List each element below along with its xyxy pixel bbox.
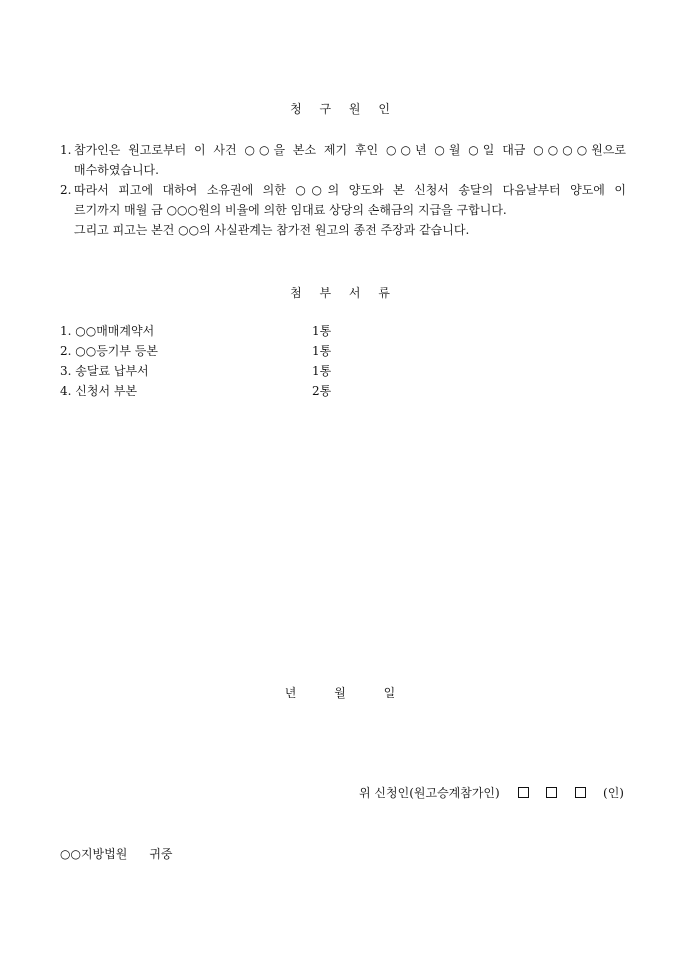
attachment-count: 1통 (312, 364, 332, 378)
attachment-label: 3. 송달료 납부서 (60, 364, 149, 378)
attachment-label: 2. ○○등기부 등본 (60, 344, 158, 358)
signer-prefix: 위 신청인(원고승계참가인) (359, 786, 500, 800)
court-name: ○○지방법원 (60, 847, 128, 861)
attachment-item (60, 382, 360, 402)
date-line: 년 월 일 (284, 686, 396, 700)
attachment-item (60, 342, 360, 362)
attachment-item (60, 322, 360, 342)
claim-paragraph-2 (60, 180, 626, 240)
court-addressee (60, 845, 173, 862)
seal-mark: (인) (603, 786, 624, 800)
name-blank-box (518, 787, 529, 798)
paragraph-line: 르기까지 매월 금 ○○○원의 비율에 의한 임대료 상당의 손해금의 지급을 구합니다. (74, 203, 507, 217)
attachment-count: 1통 (312, 344, 332, 358)
claim-paragraph-1 (60, 140, 626, 180)
signer-line (359, 784, 624, 801)
paragraph-line: 따라서 피고에 대하여 소유권에 의한 ○○의 양도와 본 신청서 송달의 다음날부터 양도에 이 (74, 183, 626, 197)
name-blank-box (575, 787, 586, 798)
paragraph-number: 2. (60, 183, 72, 197)
claims-section-title: 청 구 원 인 (290, 102, 390, 116)
attachment-count: 2통 (312, 384, 332, 398)
paragraph-line: 참가인은 원고로부터 이 사건 ○○을 본소 제기 후인 ○○년 ○월 ○일 대금 ○○○○원으로 (74, 143, 626, 157)
name-blank-box (546, 787, 557, 798)
attachment-label: 4. 신청서 부본 (60, 384, 138, 398)
paragraph-line: 그리고 피고는 본건 ○○의 사실관계는 참가전 원고의 종전 주장과 같습니다. (74, 223, 470, 237)
paragraph-number: 1. (60, 143, 72, 157)
attachment-count: 1통 (312, 324, 332, 338)
attachments-section-title: 첨 부 서 류 (290, 286, 390, 300)
attachment-item (60, 362, 360, 382)
attachment-label: 1. ○○매매계약서 (60, 324, 155, 338)
paragraph-line: 매수하였습니다. (74, 163, 159, 177)
court-suffix: 귀중 (149, 847, 173, 861)
